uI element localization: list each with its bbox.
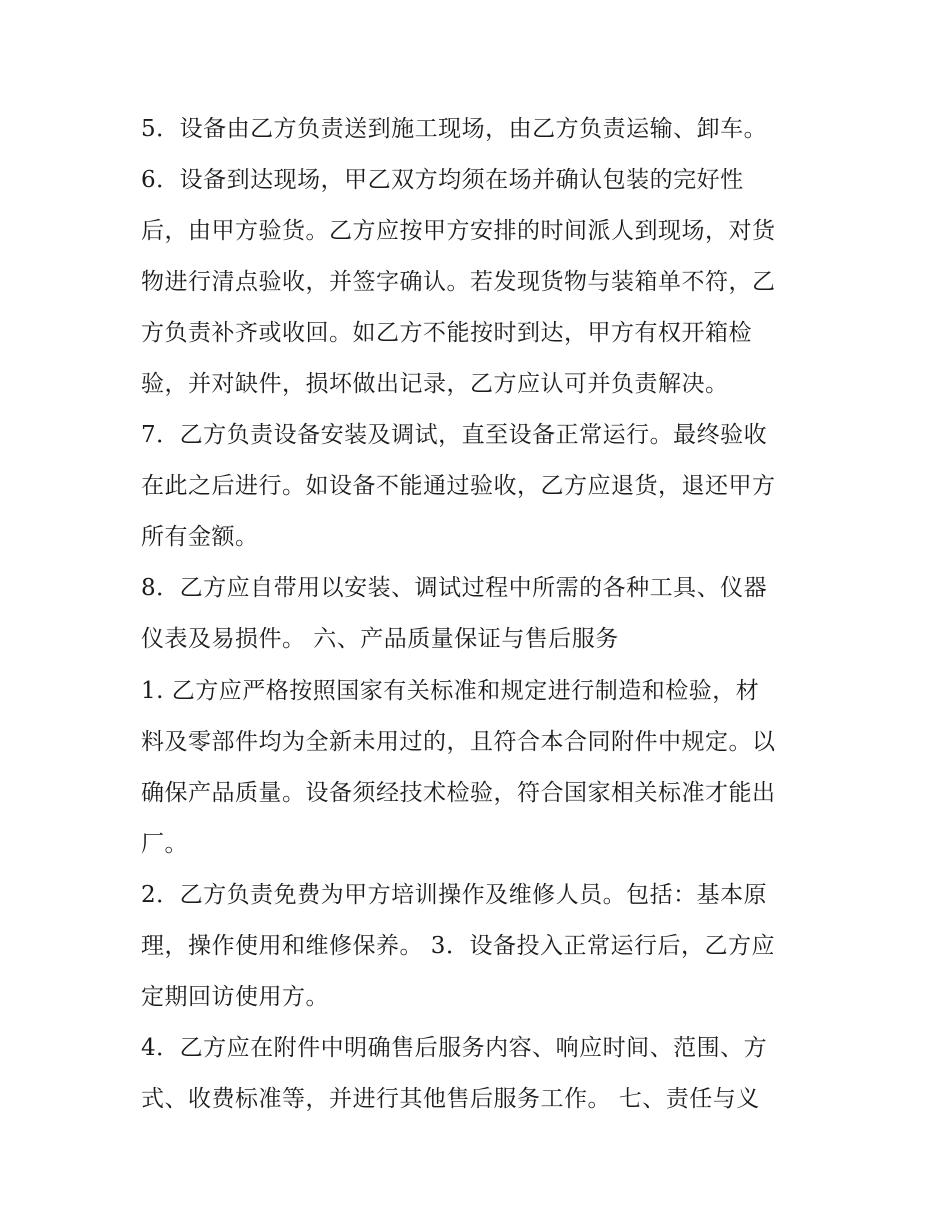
text-line: 厂。 [141,831,188,857]
text-line: 1. 乙方应严格按照国家有关标准和规定进行制造和检验，材 [141,678,760,704]
text-line: 8．乙方应自带用以安装、调试过程中所需的各种工具、仪器 [141,575,768,601]
text-line: 仪表及易损件。 六、产品质量保证与售后服务 [141,626,619,652]
text-line: 7．乙方负责设备安装及调试，直至设备正常运行。最终验收 [141,422,768,448]
text-line: 2．乙方负责免费为甲方培训操作及维修人员。包括：基本原 [141,882,768,908]
text-line: 理，操作使用和维修保养。 3．设备投入正常运行后，乙方应 [141,933,775,959]
text-line: 确保产品质量。设备须经技术检验，符合国家相关标准才能出 [141,780,776,806]
text-line: 物进行清点验收，并签字确认。若发现货物与装箱单不符，乙 [141,269,776,295]
text-line: 4．乙方应在附件中明确售后服务内容、响应时间、范围、方 [141,1035,768,1061]
text-line: 后，由甲方验货。乙方应按甲方安排的时间派人到现场，对货 [141,218,776,244]
text-line: 定期回访使用方。 [141,984,329,1010]
text-line: 所有金额。 [141,524,259,550]
text-line: 式、收费标准等，并进行其他售后服务工作。 七、责任与义 [141,1086,760,1112]
text-line: 在此之后进行。如设备不能通过验收，乙方应退货，退还甲方 [141,473,776,499]
text-line: 验，并对缺件，损坏做出记录，乙方应认可并负责解决。 [141,371,729,397]
text-line: 方负责补齐或收回。如乙方不能按时到达，甲方有权开箱检 [141,320,752,346]
text-line: 5．设备由乙方负责送到施工现场，由乙方负责运输、卸车。 [141,116,768,142]
text-line: 料及零部件均为全新未用过的，且符合本合同附件中规定。以 [141,729,776,755]
text-line: 6．设备到达现场，甲乙双方均须在场并确认包装的完好性 [141,167,744,193]
